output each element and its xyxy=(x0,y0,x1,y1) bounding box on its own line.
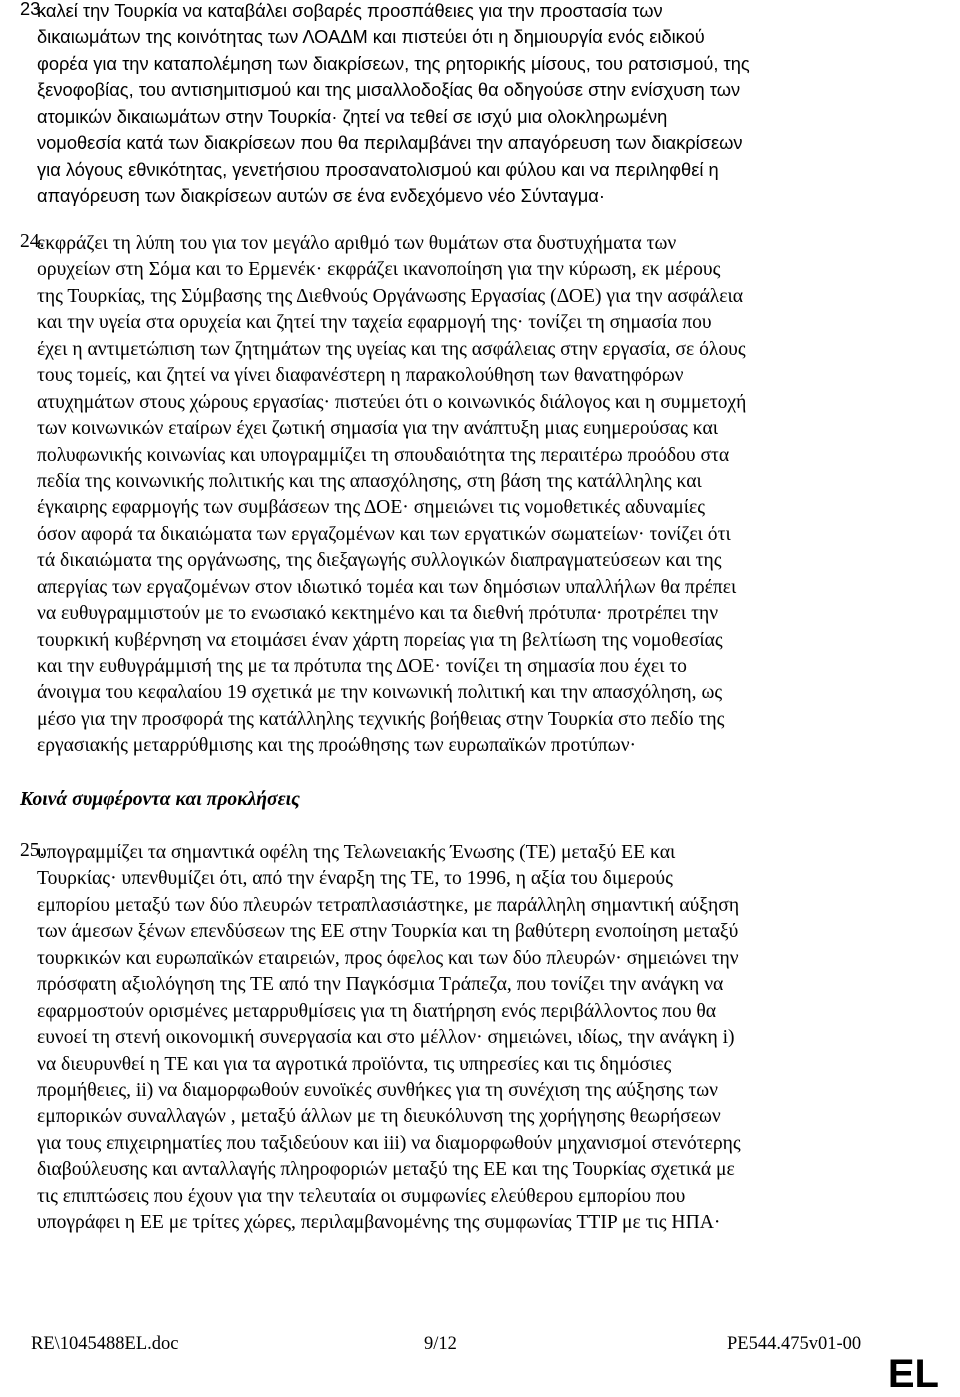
text-line: των κοινωνικών εταίρων έχει ζωτική σημασία για την ανάπτυξη μιας ευημερούσας και xyxy=(37,418,719,440)
text-line: να διευρυνθεί η ΤΕ και για τα αγροτικά προϊόντα, τις υπηρεσίες και τις δημόσιες xyxy=(37,1053,672,1075)
text-line: τουρκικών και ευρωπαϊκών εταιρειών, προς όφελος και των δύο πλευρών· σημειώνει την xyxy=(37,947,739,969)
text-line: τους τομείς, και ζητεί να γίνει διαφανέστερη η παρακολούθηση των θανατηφόρων xyxy=(37,365,684,387)
text-line: εμπορικών συναλλαγών , μεταξύ άλλων με τη διευκόλυνση της χορήγησης θεωρήσεων xyxy=(37,1106,721,1128)
paragraph-text xyxy=(37,840,741,1237)
text-line: νομοθεσία κατά των διακρίσεων που θα περιλαμβάνει την απαγόρευση των διακρίσεων xyxy=(37,132,743,154)
text-line: πεδία της κοινωνικής πολιτικής και της απασχόλησης, στη βάση της κατάλληλης και xyxy=(37,470,702,492)
text-line: έγκαιρης εφαρμογής των συμβάσεων της ΔΟΕ· σημειώνει τις νομοθετικές αδυναμίες xyxy=(37,497,706,519)
text-line: ατομικών δικαιωμάτων στην Τουρκία· ζητεί να τεθεί σε ισχύ μια ολοκληρωμένη xyxy=(37,105,668,127)
text-line: απεργίας των εργαζομένων στον ιδιωτικό τομέα και των δημόσιων υπαλλήλων θα πρέπει xyxy=(37,576,737,598)
text-line: όσον αφορά τα δικαιώματα των εργαζομένων και των εργατικών σωματείων· τονίζει ότι xyxy=(37,523,731,545)
text-line: να ευθυγραμμιστούν με το ενωσιακό κεκτημένο και τα διεθνή πρότυπα· προτρέπει την xyxy=(37,603,719,625)
text-line: και την ευθυγράμμισή της με τα πρότυπα της ΔΟΕ· τονίζει τη σημασία που έχει το xyxy=(37,656,687,677)
text-line: για λόγους εθνικότητας, γενετήσιου προσανατολισμού και φύλου και να περιληφθεί η xyxy=(37,158,719,180)
text-line: διαβούλευσης και ανταλλαγής πληροφοριών μεταξύ της ΕΕ και της Τουρκίας σχετικά με xyxy=(37,1159,735,1181)
text-line: απαγόρευση των διακρίσεων αυτών σε ένα ενδεχόμενο νέο Σύνταγμα· xyxy=(37,185,605,207)
text-line: δικαιωμάτων της κοινότητας των ΛΟΑΔΜ και πιστεύει ότι η δημιουργία ενός ειδικού xyxy=(37,26,705,48)
text-line: και την υγεία στα ορυχεία και ζητεί την ταχεία εφαρμογή της· τονίζει τη σημασία που xyxy=(37,312,712,334)
text-line: ατυχημάτων στους χώρους εργασίας· πιστεύει ότι ο κοινωνικός διάλογος και η συμμετοχή xyxy=(37,391,747,413)
text-line: εκφράζει τη λύπη του για τον μεγάλο αριθμό των θυμάτων στα δυστυχήματα των xyxy=(37,233,677,254)
text-line: πολυφωνικής κοινωνίας και υπογραμμίζει τη σπουδαιότητα της περαιτέρω προόδου στα xyxy=(37,444,730,466)
text-line: έχει η αντιμετώπιση των ζητημάτων της υγείας και της ασφάλειας στην εργασία, σε όλους xyxy=(37,338,746,360)
text-line: τά δικαιώματα της οργάνωσης, της διεξαγωγής συλλογικών διαπραγματεύσεων και της xyxy=(37,550,722,572)
section-heading: Κοινά συμφέροντα και προκλήσεις xyxy=(20,789,300,810)
text-line: για τους επιχειρηματίες που ταξιδεύουν και iii) να διαμορφωθούν μηχανισμοί στενότερης xyxy=(37,1132,741,1154)
text-line: άνοιγμα του κεφαλαίου 19 σχετικά με την κοινωνική πολιτική και την απασχόληση, ως xyxy=(37,682,723,704)
text-line: εμπορίου μεταξύ των δύο πλευρών τετραπλασιάστηκε, με παράλληλη σημαντική αύξηση xyxy=(37,894,740,916)
paragraph-number: 23. xyxy=(20,0,46,19)
text-line: μέσο για την προσφορά της κατάλληλης τεχνικής βοήθειας στην Τουρκία στο πεδίο της xyxy=(37,708,725,730)
text-line: ξενοφοβίας, του αντισημιτισμού και της μισαλλοδοξίας θα οδηγούσε στην ενίσχυση των xyxy=(37,79,741,101)
text-line: ορυχείων στη Σόμα και το Ερμενέκ· εκφράζει ικανοποίηση για την κύρωση, εκ μέρους xyxy=(37,259,721,281)
footer-pe-ref: PE544.475v01-00 xyxy=(727,1334,862,1354)
text-line: υπογράφει η ΕΕ με τρίτες χώρες, περιλαμβανομένης της συμφωνίας TTIP με τις ΗΠΑ· xyxy=(37,1212,721,1234)
text-line: τις επιπτώσεις που έχουν για την τελευταία οι συμφωνίες ελεύθερου εμπορίου που xyxy=(37,1185,686,1207)
text-line: της Τουρκίας, της Σύμβασης της Διεθνούς Οργάνωσης Εργασίας (ΔΟΕ) για την ασφάλεια xyxy=(37,285,744,307)
text-line: τουρκική κυβέρνηση να ετοιμάσει έναν χάρτη πορείας για τη βελτίωση της νομοθεσίας xyxy=(37,629,723,651)
text-line: Τουρκίας· υπενθυμίζει ότι, από την έναρξη της ΤΕ, το 1996, η αξία του διμερούς xyxy=(37,868,673,890)
paragraph-text xyxy=(37,231,746,760)
text-line: υπογραμμίζει τα σημαντικά οφέλη της Τελωνειακής Ένωσης (ΤΕ) μεταξύ ΕΕ και xyxy=(37,842,676,863)
text-line: προμήθειες, ii) να διαμορφωθούν ευνοϊκές συνθήκες για τη συνέχιση της αύξησης των xyxy=(37,1079,719,1101)
text-line: ευνοεί τη στενή οικονομική συνεργασία και στο μέλλον· σημειώνει, ιδίως, την ανάγκη i) xyxy=(37,1027,735,1049)
text-line: φορέα για την καταπολέμηση των διακρίσεων, της ρητορικής μίσους, του ρατσισμού, της xyxy=(37,52,750,74)
footer-doc-ref: RE\1045488EL.doc xyxy=(31,1334,179,1354)
footer-page-number: 9/12 xyxy=(424,1334,457,1354)
paragraph-number: 24. xyxy=(20,231,45,252)
text-line: των άμεσων ξένων επενδύσεων της ΕΕ στην Τουρκία και τη βαθύτερη ενοποίηση μεταξύ xyxy=(37,921,739,943)
text-line: εφαρμοστούν ορισμένες μεταρρυθμίσεις για τη διατήρηση ενός περιβάλλοντος που θα xyxy=(37,1000,717,1022)
paragraph-text xyxy=(37,0,750,210)
text-line: πρόσφατη αξιολόγηση της ΤΕ από την Παγκόσμια Τράπεζα, που τονίζει την ανάγκη να xyxy=(37,974,724,996)
text-line: καλεί την Τουρκία να καταβάλει σοβαρές προσπάθειες για την προστασία των xyxy=(37,0,663,21)
language-code: EL xyxy=(887,1352,939,1396)
text-line: εργασιακής μεταρρύθμισης και της προώθησης των ευρωπαϊκών προτύπων· xyxy=(37,735,637,757)
paragraph-number: 25. xyxy=(20,840,45,861)
